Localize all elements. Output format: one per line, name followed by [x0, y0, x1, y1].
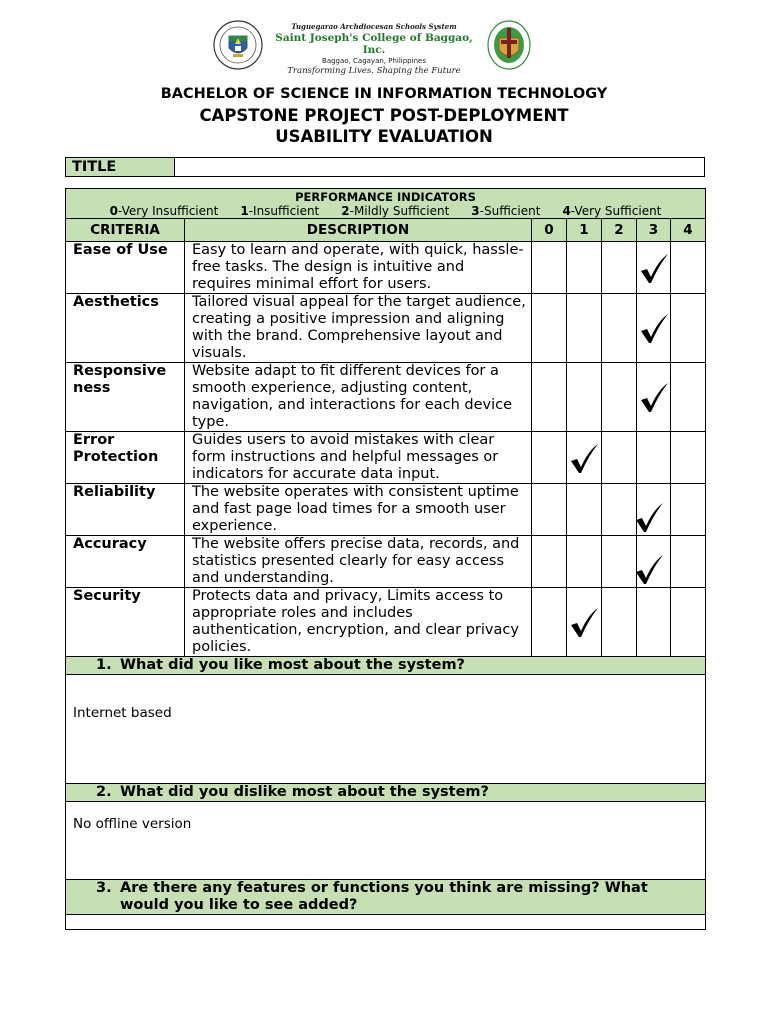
criteria-row-responsiveness [66, 363, 706, 432]
document-title-line-1: CAPSTONE PROJECT POST-DEPLOYMENT [199, 106, 569, 125]
criteria-label: Aesthetics [66, 294, 185, 363]
criteria-description: Protects data and privacy, Limits access to appropriate roles and includes authentication, encryption, and clear privacy policies. [185, 588, 532, 657]
college-seal-icon [213, 20, 263, 70]
criteria-label: Reliability [66, 484, 185, 536]
score-cell-0[interactable] [532, 484, 567, 536]
project-title-field [65, 157, 705, 177]
score-cell-4[interactable] [671, 536, 706, 588]
criteria-description: Website adapt to fit different devices for a smooth experience, adjusting content, navigation, and interactions for each device type. [185, 363, 532, 432]
score-cell-3[interactable] [637, 536, 671, 588]
score-cell-2[interactable] [602, 294, 637, 363]
school-name: Saint Joseph's College of Baggao, Inc. [275, 32, 473, 56]
document-title [0, 105, 768, 147]
score-cell-1[interactable] [567, 363, 602, 432]
title-label: TITLE [66, 158, 175, 176]
scale-1: 1-Insufficient [240, 203, 320, 218]
score-cell-3[interactable] [637, 294, 671, 363]
question-1-answer[interactable] [66, 675, 706, 784]
evaluation-table [65, 188, 706, 930]
score-cell-1[interactable] [567, 588, 602, 657]
school-identity [268, 22, 480, 76]
score-cell-2[interactable] [602, 363, 637, 432]
criteria-description: Easy to learn and operate, with quick, hassle-free tasks. The design is intuitive and requires minimal effort for users. [185, 242, 532, 294]
score-2-column-header: 2 [602, 219, 637, 242]
score-cell-1[interactable] [567, 484, 602, 536]
score-cell-2[interactable] [602, 536, 637, 588]
score-cell-0[interactable] [532, 536, 567, 588]
checkmark-icon [638, 311, 670, 345]
question-number: 2. [96, 784, 112, 800]
score-cell-1[interactable] [567, 536, 602, 588]
score-cell-4[interactable] [671, 432, 706, 484]
criteria-label: Ease of Use [66, 242, 185, 294]
scale-3: 3-Sufficient [471, 203, 541, 218]
checkmark-icon [638, 380, 670, 414]
document-title-line-2: USABILITY EVALUATION [275, 127, 493, 146]
score-cell-4[interactable] [671, 363, 706, 432]
score-cell-2[interactable] [602, 484, 637, 536]
criteria-row-error-protection [66, 432, 706, 484]
score-cell-0[interactable] [532, 242, 567, 294]
school-motto: Transforming Lives. Shaping the Future [287, 66, 461, 76]
question-1-header [66, 657, 706, 675]
school-system: Tuguegarao Archdiocesan Schools System [291, 22, 457, 31]
criteria-row-aesthetics [66, 294, 706, 363]
scale-0: 0-Very Insufficient [109, 203, 219, 218]
criteria-row-accuracy [66, 536, 706, 588]
description-column-header: DESCRIPTION [185, 219, 532, 242]
criteria-label: Accuracy [66, 536, 185, 588]
criteria-description: Guides users to avoid mistakes with clear form instructions and helpful messages or indicators for accurate data input. [185, 432, 532, 484]
question-number: 1. [96, 657, 112, 673]
criteria-description: Tailored visual appeal for the target audience, creating a positive impression and aligning with the brand. Comprehensive layout and visuals. [185, 294, 532, 363]
question-2-answer-row [66, 802, 706, 880]
checkmark-icon [638, 251, 670, 285]
question-text: Are there any features or functions you think are missing? What would you like to see added? [120, 880, 648, 913]
question-3-header [66, 880, 706, 915]
score-cell-1[interactable] [567, 432, 602, 484]
performance-indicators-title: PERFORMANCE INDICATORS [295, 189, 476, 204]
answer-text: No offline version [73, 816, 192, 832]
question-2-header [66, 784, 706, 802]
program-name: BACHELOR OF SCIENCE IN INFORMATION TECHNOLOGY [160, 86, 608, 102]
score-cell-4[interactable] [671, 484, 706, 536]
title-value-input[interactable] [175, 158, 704, 176]
question-3-answer[interactable] [66, 915, 706, 930]
score-0-column-header: 0 [532, 219, 567, 242]
answer-text: Internet based [73, 705, 172, 721]
score-cell-0[interactable] [532, 294, 567, 363]
criteria-column-header: CRITERIA [66, 219, 185, 242]
score-cell-3[interactable] [637, 484, 671, 536]
criteria-description: The website offers precise data, records, and statistics presented clearly for easy access and understanding. [185, 536, 532, 588]
criteria-label: Responsive ness [66, 363, 185, 432]
score-cell-3[interactable] [637, 432, 671, 484]
score-4-column-header: 4 [671, 219, 706, 242]
score-cell-3[interactable] [637, 363, 671, 432]
score-1-column-header: 1 [567, 219, 602, 242]
score-cell-1[interactable] [567, 294, 602, 363]
question-2-answer[interactable] [66, 802, 706, 880]
column-header-row [66, 219, 706, 242]
score-cell-0[interactable] [532, 588, 567, 657]
score-cell-4[interactable] [671, 588, 706, 657]
score-cell-2[interactable] [602, 242, 637, 294]
criteria-row-reliability [66, 484, 706, 536]
question-text: What did you like most about the system? [120, 657, 465, 673]
school-header [0, 14, 768, 76]
score-cell-2[interactable] [602, 432, 637, 484]
score-cell-0[interactable] [532, 363, 567, 432]
rating-scale-legend [66, 204, 705, 218]
criteria-description: The website operates with consistent uptime and fast page load times for a smooth user experience. [185, 484, 532, 536]
checkmark-icon [633, 500, 665, 534]
score-cell-3[interactable] [637, 588, 671, 657]
checkmark-icon [633, 552, 665, 586]
school-address: Baggao, Cagayan, Philippines [322, 57, 426, 65]
criteria-row-security [66, 588, 706, 657]
question-3-answer-row [66, 915, 706, 930]
archdiocesan-seal-icon [487, 20, 531, 70]
checkmark-icon [568, 605, 600, 639]
criteria-row-ease-of-use [66, 242, 706, 294]
criteria-label: Security [66, 588, 185, 657]
question-number: 3. [96, 880, 112, 896]
score-cell-4[interactable] [671, 294, 706, 363]
scale-4: 4-Very Sufficient [562, 203, 662, 218]
score-3-column-header: 3 [637, 219, 671, 242]
score-cell-3[interactable] [637, 242, 671, 294]
question-text: What did you dislike most about the system? [120, 784, 489, 800]
score-cell-4[interactable] [671, 242, 706, 294]
question-1-answer-row [66, 675, 706, 784]
score-cell-2[interactable] [602, 588, 637, 657]
checkmark-icon [568, 441, 600, 475]
score-cell-1[interactable] [567, 242, 602, 294]
score-cell-0[interactable] [532, 432, 567, 484]
criteria-label: Error Protection [66, 432, 185, 484]
performance-indicators-header [66, 189, 706, 219]
scale-2: 2-Mildly Sufficient [341, 203, 450, 218]
